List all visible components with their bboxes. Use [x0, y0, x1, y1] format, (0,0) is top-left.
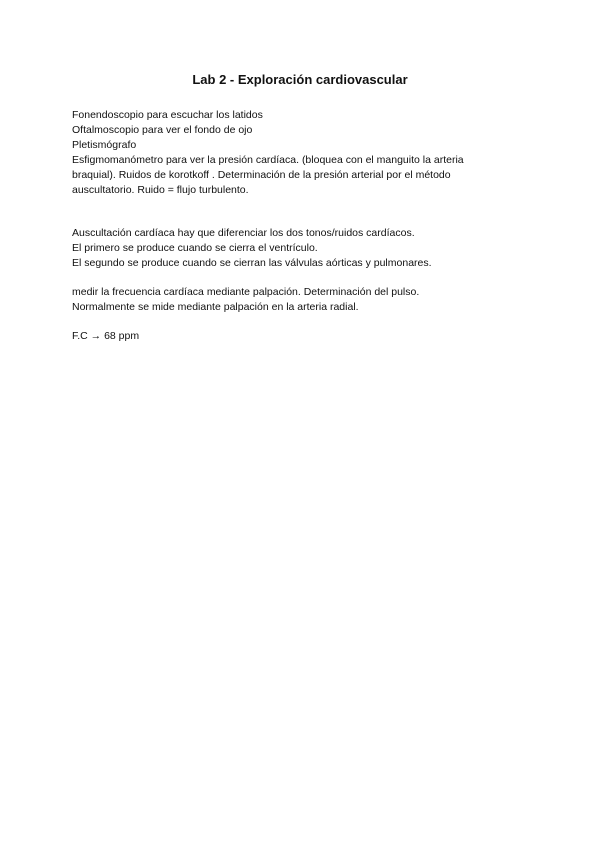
text-line: Oftalmoscopio para ver el fondo de ojo [72, 124, 253, 136]
heart-rate-paragraph [72, 329, 512, 344]
text-line: Pletismógrafo [72, 139, 137, 151]
text-line: medir la frecuencia cardíaca mediante palpación. Determinación del pulso. [72, 286, 420, 298]
document-title: Lab 2 - Exploración cardiovascular [192, 72, 408, 87]
text-line: braquial). Ruidos de korotkoff . Determinación de la presión arterial por el método [72, 169, 451, 181]
text-line: Normalmente se mide mediante palpación en la arteria radial. [72, 301, 359, 313]
text-line: El primero se produce cuando se cierra el ventrículo. [72, 242, 318, 254]
text-line: El segundo se produce cuando se cierran las válvulas aórticas y pulmonares. [72, 257, 432, 269]
text-line: Fonendoscopio para escuchar los latidos [72, 109, 263, 121]
text-line: Esfigmomanómetro para ver la presión cardíaca. (bloquea con el manguito la arteria [72, 154, 464, 166]
text-line: Auscultación cardíaca hay que diferenciar los dos tonos/ruidos cardíacos. [72, 227, 415, 239]
instruments-paragraph [72, 108, 512, 198]
text-line: auscultatorio. Ruido = flujo turbulento. [72, 184, 249, 196]
auscultation-paragraph [72, 226, 512, 271]
pulse-paragraph [72, 285, 512, 315]
heart-rate-line: F.C → 68 ppm [72, 330, 140, 342]
